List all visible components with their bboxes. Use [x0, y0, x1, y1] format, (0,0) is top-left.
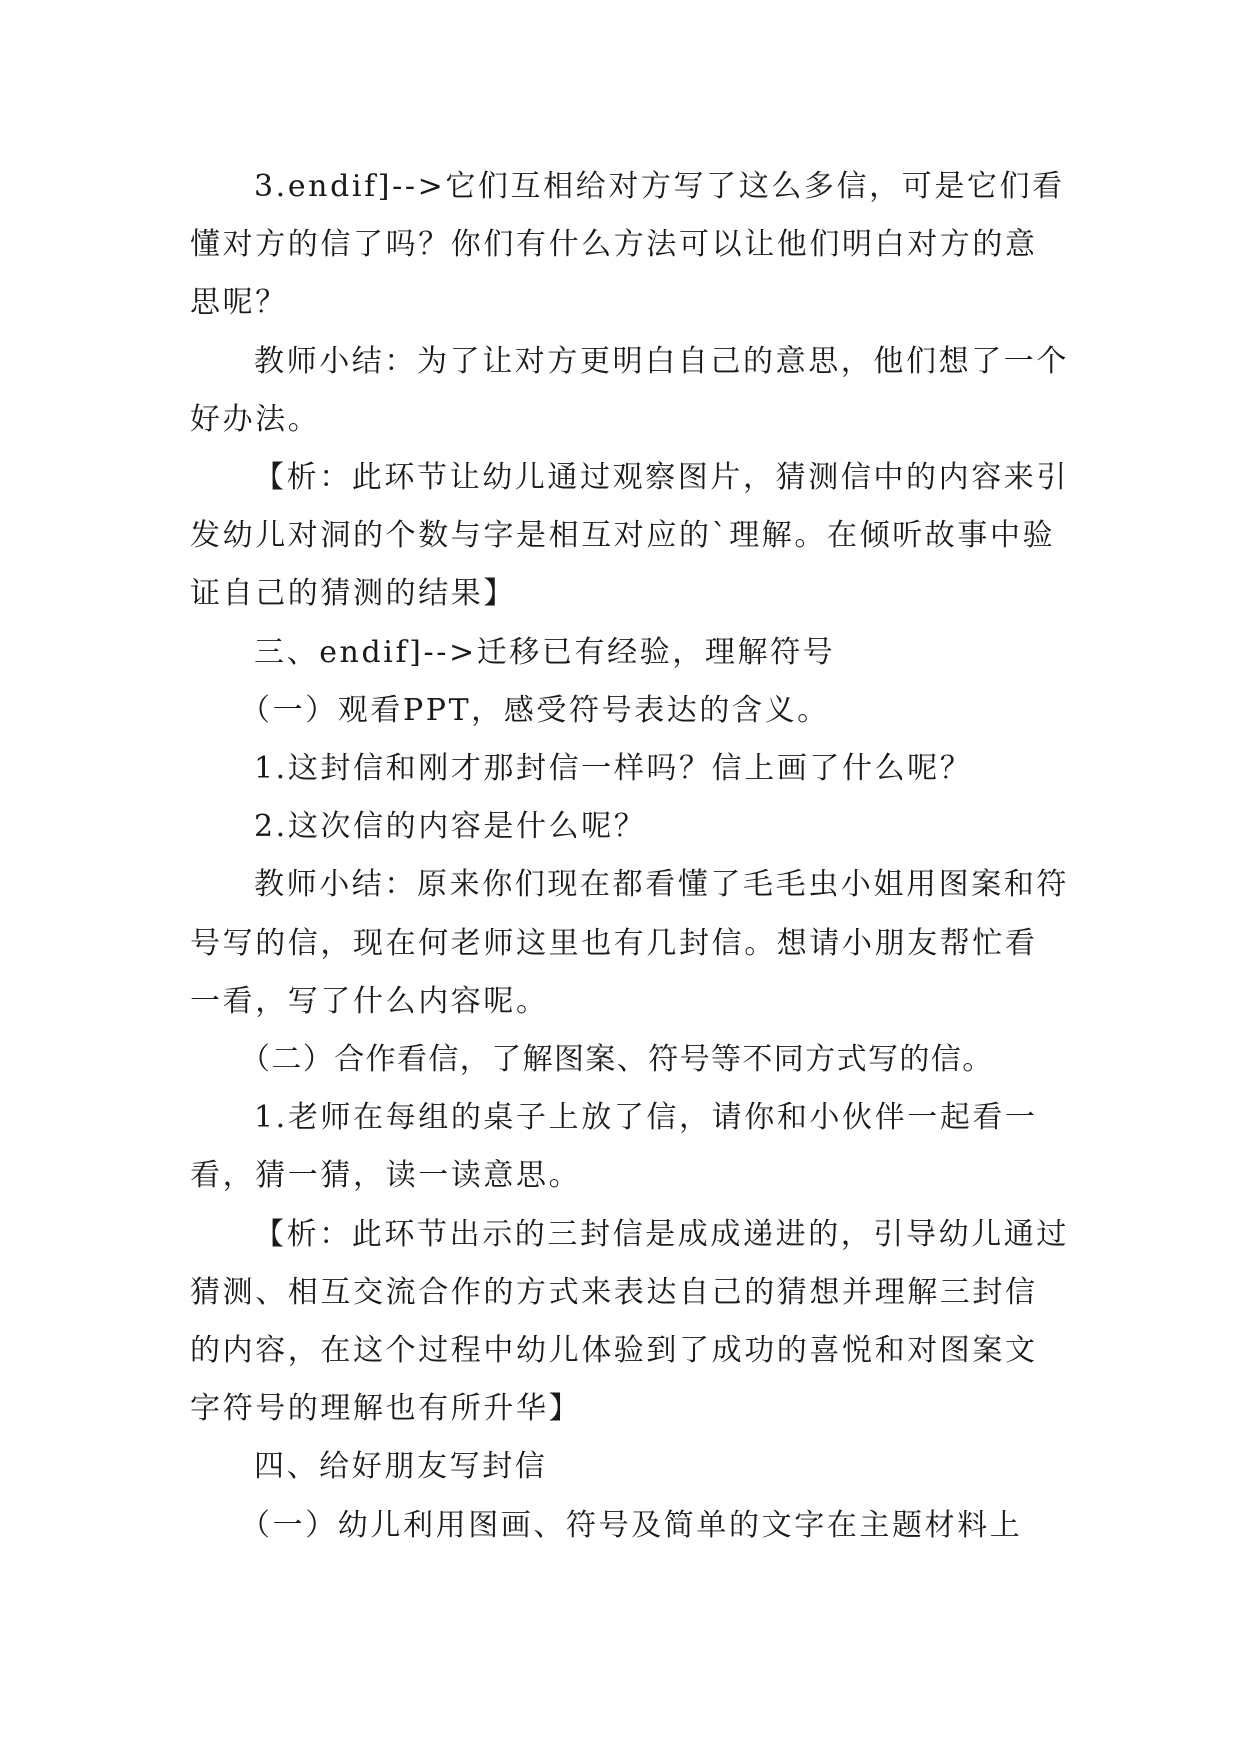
- subsection-heading-3-1: （一）观看PPT，感受符号表达的含义。: [240, 692, 830, 728]
- document-body: [190, 158, 1070, 1555]
- subsection-heading-3-2: （二）合作看信，了解图案、符号等不同方式写的信。: [240, 1042, 994, 1078]
- paragraph-question-1: 1.这封信和刚才那封信一样吗？信上画了什么呢？: [254, 751, 973, 787]
- paragraph-teacher-summary-2: 教师小结：原来你们现在都看懂了毛毛虫小姐用图案和符号写的信，现在何老师这里也有几封信。想请小朋友帮忙看一看，写了什么内容呢。: [190, 867, 1069, 1019]
- paragraph-teacher-summary-1: 教师小结：为了让对方更明白自己的意思，他们想了一个好办法。: [190, 343, 1069, 437]
- paragraph-analysis-1: 【析：此环节让幼儿通过观察图片，猜测信中的内容来引发幼儿对洞的个数与字是相互对应的`理解。在倾听故事中验证自己的猜测的结果】: [190, 460, 1069, 612]
- section-heading-3: 三、endif]-->迁移已有经验，理解符号: [254, 634, 836, 670]
- subsection-heading-4-1: （一）幼儿利用图画、符号及简单的文字在主题材料上: [240, 1507, 1023, 1543]
- paragraph-analysis-2: 【析：此环节出示的三封信是成成递进的，引导幼儿通过猜测、相互交流合作的方式来表达自己的猜想并理解三封信的内容，在这个过程中幼儿体验到了成功的喜悦和对图案文字符号的理解也有所升华】: [190, 1216, 1069, 1427]
- paragraph-question-2: 2.这次信的内容是什么呢？: [254, 809, 647, 845]
- paragraph-letters-question: 3.endif]-->它们互相给对方写了这么多信，可是它们看懂对方的信了吗？你们有什么方法可以让他们明白对方的意思呢？: [190, 169, 1065, 321]
- section-heading-4: 四、给好朋友写封信: [254, 1449, 548, 1485]
- paragraph-group-activity: 1.老师在每组的桌子上放了信，请你和小伙伴一起看一看，猜一猜，读一读意思。: [190, 1100, 1038, 1194]
